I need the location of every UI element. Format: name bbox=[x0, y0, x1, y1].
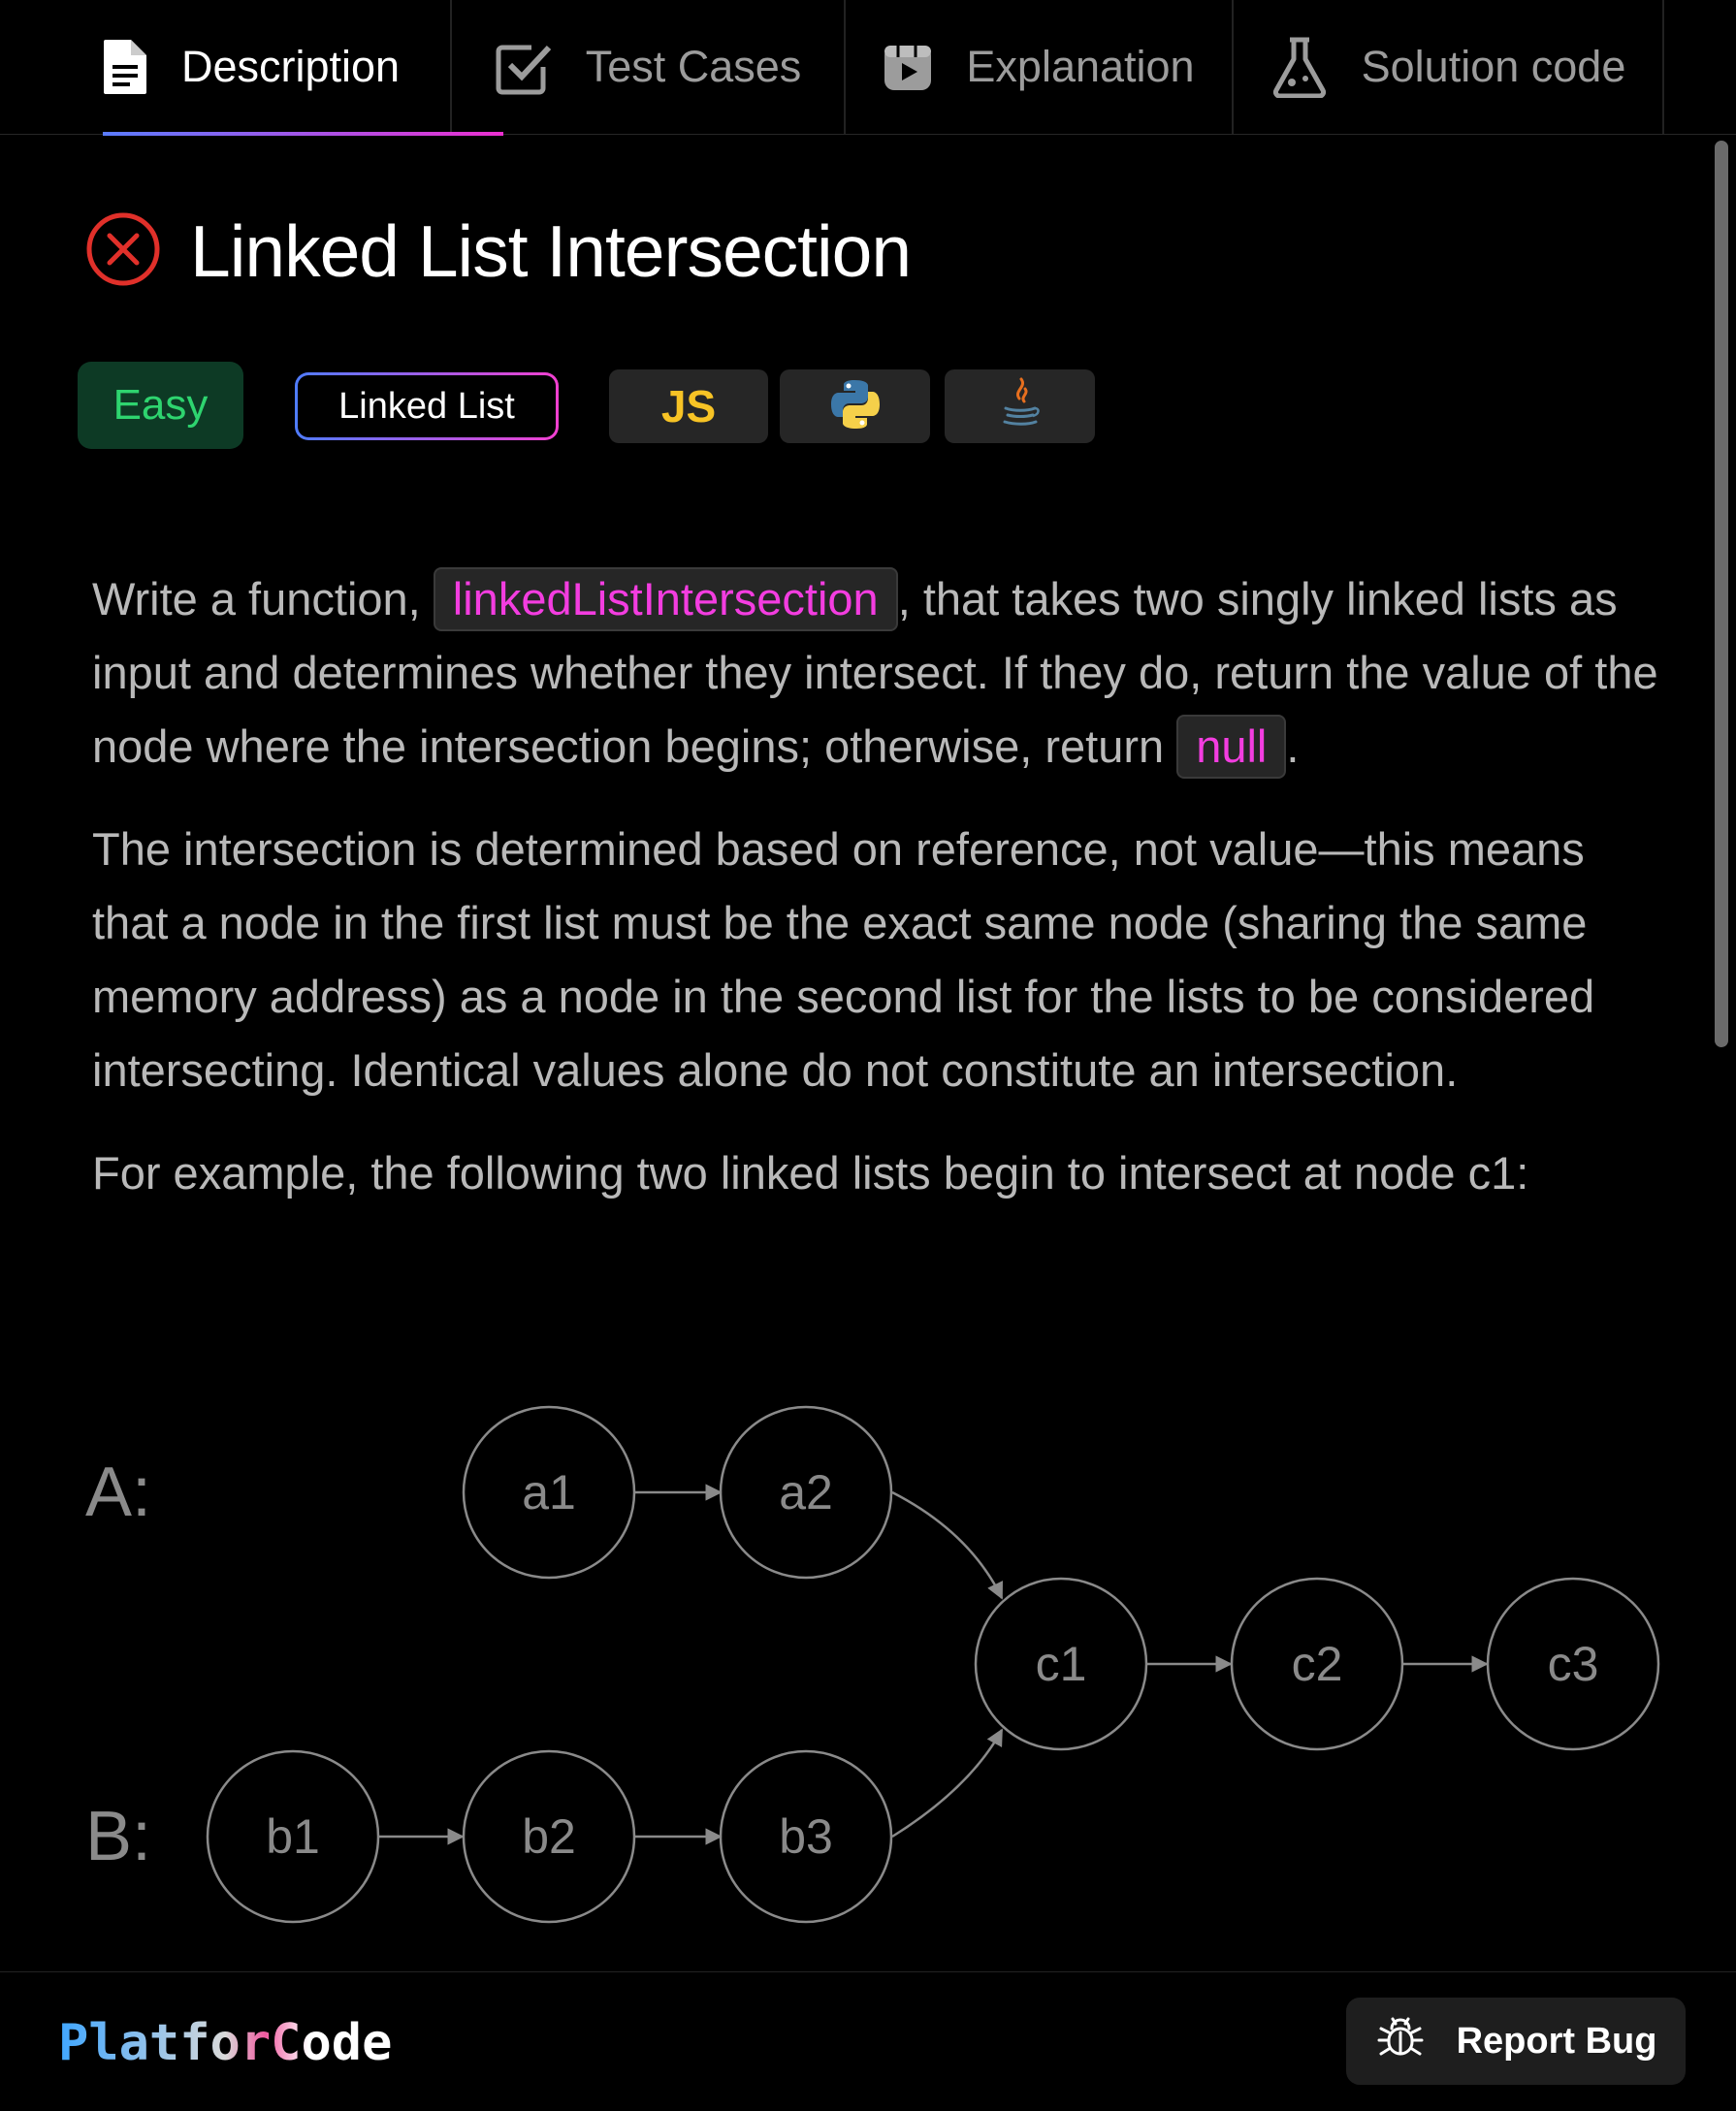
language-java-button[interactable] bbox=[945, 369, 1095, 443]
tab-bar bbox=[0, 0, 1736, 135]
difficulty-badge: Easy bbox=[78, 362, 243, 449]
checkbox-icon bbox=[495, 38, 553, 96]
tab-solution-code[interactable] bbox=[1234, 0, 1664, 134]
node-label: c3 bbox=[1547, 1637, 1599, 1691]
node-label: a2 bbox=[779, 1465, 833, 1519]
tab-label: Test Cases bbox=[585, 42, 802, 91]
node-label: c2 bbox=[1291, 1637, 1343, 1691]
report-bug-button[interactable] bbox=[1346, 1998, 1686, 2085]
text-segment: , that takes two singly linked lists as input and determines whether they intersect. If they do, return the value of the node where the intersection begins; otherwise, return bbox=[92, 573, 1658, 772]
python-icon bbox=[828, 377, 883, 436]
node-label: b3 bbox=[779, 1809, 833, 1864]
function-name-code: linkedListIntersection bbox=[434, 567, 898, 631]
logo-text: PlatforCode bbox=[58, 2014, 393, 2072]
text-segment: Write a function, bbox=[92, 573, 434, 624]
tab-label: Solution code bbox=[1361, 42, 1626, 91]
flask-icon bbox=[1270, 36, 1329, 98]
language-python-button[interactable] bbox=[780, 369, 930, 443]
video-icon bbox=[883, 40, 933, 94]
tab-label: Explanation bbox=[966, 42, 1195, 91]
language-js-button[interactable]: JS bbox=[609, 369, 768, 443]
footer bbox=[0, 1971, 1736, 2111]
description-paragraph-1 bbox=[92, 562, 1663, 784]
failed-x-icon bbox=[85, 211, 161, 292]
problem-title-row bbox=[85, 208, 911, 295]
edge-b3-c1 bbox=[892, 1730, 1002, 1837]
node-label: a1 bbox=[522, 1465, 576, 1519]
tab-label: Description bbox=[180, 42, 401, 91]
report-bug-label: Report Bug bbox=[1456, 2020, 1657, 2062]
edge-a2-c1 bbox=[892, 1492, 1002, 1598]
description-paragraph-2: The intersection is determined based on reference, not value—this means that a node in the first list must be the exact same node (sharing the same memory address) as a node in the second list for the lists to be considered intersecting. Identical values alone do not constitute an intersection. bbox=[92, 823, 1595, 1096]
scrollbar-thumb[interactable] bbox=[1715, 141, 1728, 1047]
topic-badge: Linked List bbox=[295, 372, 559, 440]
node-label: b2 bbox=[522, 1809, 576, 1864]
node-label: c1 bbox=[1035, 1637, 1087, 1691]
tab-description[interactable] bbox=[51, 0, 452, 134]
tab-test-cases[interactable] bbox=[452, 0, 846, 134]
node-label: b1 bbox=[266, 1809, 320, 1864]
document-icon bbox=[102, 38, 148, 96]
description-paragraph-3: For example, the following two linked lists begin to intersect at node c1: bbox=[92, 1147, 1529, 1199]
text-segment: . bbox=[1286, 720, 1300, 772]
linked-list-diagram bbox=[0, 1387, 1736, 1930]
java-icon bbox=[996, 375, 1045, 438]
bug-icon bbox=[1375, 2011, 1426, 2071]
page-title: Linked List Intersection bbox=[190, 210, 912, 292]
list-b-label: B: bbox=[85, 1798, 152, 1875]
tab-explanation[interactable] bbox=[846, 0, 1234, 134]
list-a-label: A: bbox=[85, 1454, 152, 1531]
problem-description bbox=[92, 562, 1663, 1239]
null-code: null bbox=[1176, 715, 1286, 779]
active-tab-indicator bbox=[103, 132, 503, 136]
platforcode-logo[interactable] bbox=[58, 2009, 427, 2077]
